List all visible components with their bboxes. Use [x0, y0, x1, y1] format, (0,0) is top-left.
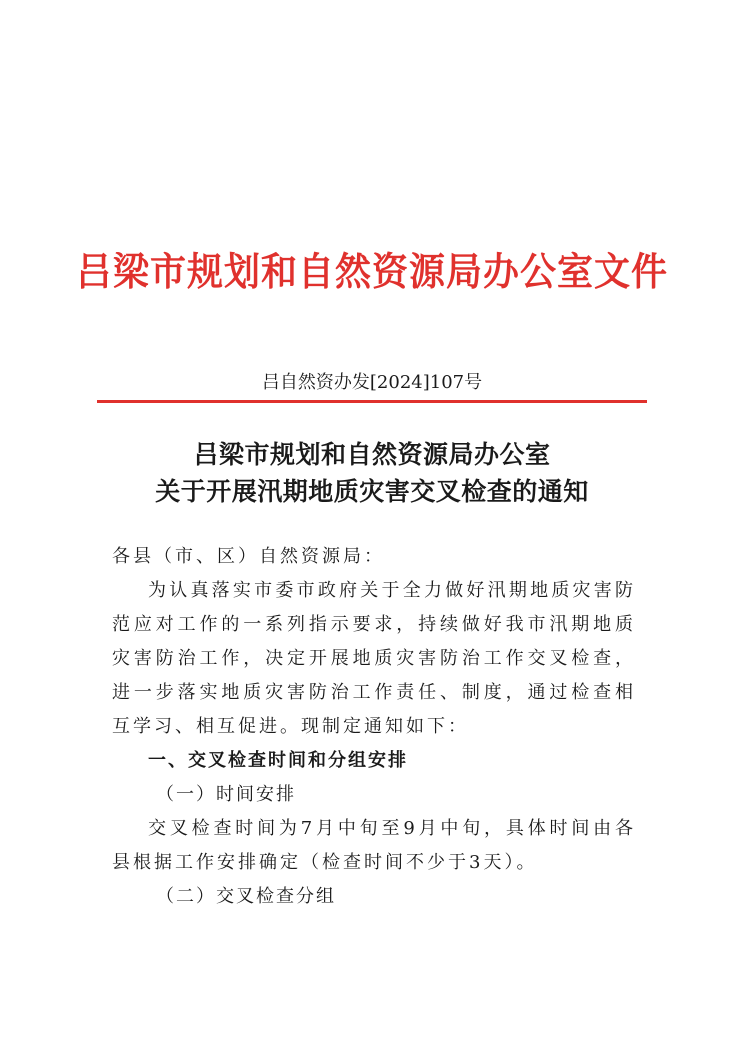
subsection-heading-2: （二）交叉检查分组	[156, 886, 336, 907]
subsection-1-paragraph: 交叉检查时间为7月中旬至9月中旬，具体时间由各县根据工作安排确定（检查时间不少于3天）。	[112, 818, 636, 873]
addressee: 各县（市、区）自然资源局：	[112, 546, 385, 567]
section-heading-1: 一、交叉检查时间和分组安排	[148, 750, 408, 771]
subsection-heading-1: （一）时间安排	[156, 784, 296, 805]
document-number: 吕自然资办发[2024]107号	[261, 372, 483, 393]
notice-title	[0, 436, 744, 510]
notice-title-line-2: 关于开展汛期地质灾害交叉检查的通知	[155, 477, 589, 506]
intro-paragraph: 为认真落实市委市政府关于全力做好汛期地质灾害防范应对工作的一系列指示要求，持续做好我市汛期地质灾害防治工作，决定开展地质灾害防治工作交叉检查，进一步落实地质灾害防治工作责任、制度，通过检查相互学习、相互促进。现制定通知如下：	[112, 580, 636, 737]
red-divider-line	[97, 400, 647, 403]
notice-body	[112, 540, 636, 914]
notice-title-line-1: 吕梁市规划和自然资源局办公室	[193, 440, 551, 469]
issuing-office-header: 吕梁市规划和自然资源局办公室文件	[75, 249, 668, 295]
